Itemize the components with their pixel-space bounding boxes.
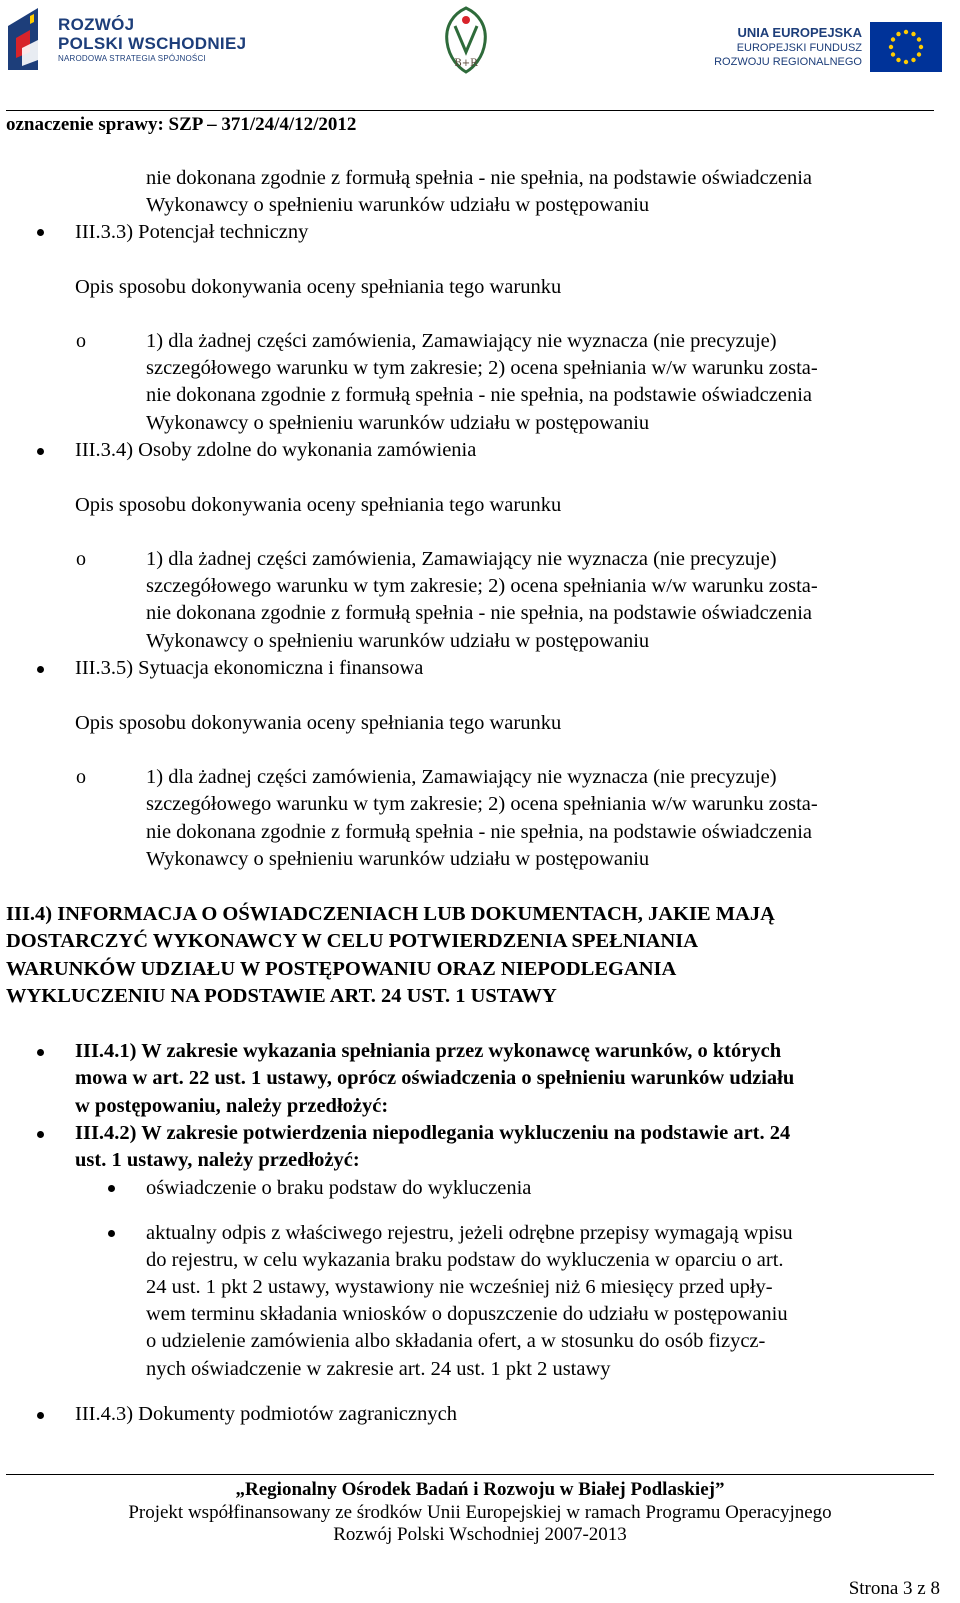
subsection-line: III.4.3) Dokumenty podmiotów zagranicznych: [75, 1403, 457, 1425]
eu-star-icon: [896, 58, 900, 62]
item-line: 1) dla żadnej części zamówienia, Zamawiający nie wyznacza (nie precyzuje): [146, 330, 777, 352]
bullet-icon: [37, 666, 44, 673]
continuation-line: nie dokonana zgodnie z formułą spełnia - nie spełnia, na podstawie oświadczenia: [146, 167, 813, 189]
eu-star-icon: [891, 52, 895, 56]
item-line: Wykonawcy o spełnieniu warunków udziału w postępowaniu: [146, 412, 650, 434]
eu-flag-icon: [870, 22, 942, 72]
continuation-line: Wykonawcy o spełnieniu warunków udziału w postępowaniu: [146, 194, 650, 216]
eu-star-icon: [911, 58, 915, 62]
section-title: III.3.3) Potencjał techniczny: [75, 221, 309, 243]
list-item-line: aktualny odpis z właściwego rejestru, jeżeli odrębne przepisy wymagają wpisu: [146, 1222, 793, 1244]
header-divider: [6, 110, 934, 111]
item-line: 1) dla żadnej części zamówienia, Zamawiający nie wyznacza (nie precyzuje): [146, 766, 777, 788]
eu-star-icon: [904, 30, 908, 34]
item-line: Wykonawcy o spełnieniu warunków udziału w postępowaniu: [146, 630, 650, 652]
footer-cofinancing: Projekt współfinansowany ze środków Unii Europejskiej w ramach Programu Operacyjnego: [128, 1502, 832, 1523]
circle-bullet-icon: o: [76, 766, 86, 788]
subsection-line: III.4.2) W zakresie potwierdzenia niepodlegania wykluczeniu na podstawie art. 24: [75, 1122, 791, 1144]
bullet-icon: [108, 1230, 115, 1237]
eu-text-line2: EUROPEJSKI FUNDUSZ: [736, 42, 862, 54]
item-line: szczegółowego warunku w tym zakresie; 2) ocena spełniania w/w warunku zosta-: [146, 793, 818, 815]
item-line: szczegółowego warunku w tym zakresie; 2) ocena spełniania w/w warunku zosta-: [146, 575, 818, 597]
bullet-icon: [37, 1049, 44, 1056]
section-title: III.3.5) Sytuacja ekonomiczna i finansowa: [75, 657, 424, 679]
footer-divider: [6, 1474, 934, 1475]
list-item-line: wem terminu składania wniosków o dopuszczenie do udziału w postępowaniu: [146, 1303, 788, 1325]
eu-star-icon: [896, 32, 900, 36]
bullet-icon: [37, 1131, 44, 1138]
circle-bullet-icon: o: [76, 548, 86, 570]
footer-project-name: „Regionalny Ośrodek Badań i Rozwoju w Białej Podlaskiej”: [235, 1479, 725, 1500]
page-header: [0, 0, 960, 135]
eu-text-line1: UNIA EUROPEJSKA: [737, 25, 862, 40]
item-line: 1) dla żadnej części zamówienia, Zamawiający nie wyznacza (nie precyzuje): [146, 548, 777, 570]
bullet-icon: [37, 229, 44, 236]
section-title: III.3.4) Osoby zdolne do wykonania zamówienia: [75, 439, 477, 461]
item-line: nie dokonana zgodnie z formułą spełnia - nie spełnia, na podstawie oświadczenia: [146, 821, 813, 843]
eu-fund-logo: [714, 22, 942, 72]
opis-heading: Opis sposobu dokonywania oceny spełniania tego warunku: [75, 712, 562, 734]
list-item-line: 24 ust. 1 pkt 2 ustawy, wystawiony nie wcześniej niż 6 miesięcy przed upły-: [146, 1276, 773, 1298]
eu-star-icon: [911, 32, 915, 36]
item-line: Wykonawcy o spełnieniu warunków udziału w postępowaniu: [146, 848, 650, 870]
section-heading: III.4) INFORMACJA O OŚWIADCZENIACH LUB DOKUMENTACH, JAKIE MAJĄ: [6, 903, 775, 925]
bullet-icon: [108, 1185, 115, 1192]
case-reference: oznaczenie sprawy: SZP – 371/24/4/12/2012: [6, 114, 357, 135]
eu-star-icon: [917, 37, 921, 41]
logo-text-line3: NARODOWA STRATEGIA SPÓJNOŚCI: [58, 53, 206, 63]
rozwoj-polski-wschodniej-logo: [8, 8, 246, 70]
list-item-line: do rejestru, w celu wykazania braku podstaw do wykluczenia w oparciu o art.: [146, 1249, 784, 1271]
eu-star-icon: [917, 52, 921, 56]
subsection-line: ust. 1 ustawy, należy przedłożyć:: [75, 1149, 360, 1171]
opis-heading: Opis sposobu dokonywania oceny spełniania tego warunku: [75, 494, 562, 516]
subsection-line: w postępowaniu, należy przedłożyć:: [75, 1095, 389, 1117]
bullet-icon: [37, 448, 44, 455]
eu-star-icon: [904, 60, 908, 64]
bullet-icon: [37, 1412, 44, 1419]
svg-text:B+R: B+R: [454, 58, 478, 69]
subsection-line: III.4.1) W zakresie wykazania spełniania przez wykonawcę warunków, o których: [75, 1040, 782, 1062]
section-heading: WYKLUCZENIU NA PODSTAWIE ART. 24 UST. 1 USTAWY: [6, 985, 557, 1007]
page-number: Strona 3 z 8: [848, 1578, 940, 1599]
eu-star-icon: [889, 45, 893, 49]
eu-star-icon: [919, 45, 923, 49]
item-line: szczegółowego warunku w tym zakresie; 2) ocena spełniania w/w warunku zosta-: [146, 357, 818, 379]
rpw-emblem-icon: [8, 8, 50, 70]
circle-bullet-icon: o: [76, 330, 86, 352]
eu-text-line3: ROZWOJU REGIONALNEGO: [714, 56, 862, 68]
section-heading: WARUNKÓW UDZIAŁU W POSTĘPOWANIU ORAZ NIEPODLEGANIA: [6, 958, 677, 980]
section-heading: DOSTARCZYĆ WYKONAWCY W CELU POTWIERDZENIA SPEŁNIANIA: [6, 930, 698, 952]
logo-text-line1: ROZWÓJ: [58, 14, 135, 34]
list-item-line: o udzielenie zamówienia albo składania ofert, a w stosunku do osób fizycz-: [146, 1330, 766, 1352]
logo-text-line2: POLSKI WSCHODNIEJ: [58, 33, 247, 53]
list-item: oświadczenie o braku podstaw do wykluczenia: [146, 1177, 532, 1199]
item-line: nie dokonana zgodnie z formułą spełnia - nie spełnia, na podstawie oświadczenia: [146, 602, 813, 624]
institution-emblem-icon: [435, 4, 497, 76]
subsection-line: mowa w art. 22 ust. 1 ustawy, oprócz oświadczenia o spełnieniu warunków udziału: [75, 1067, 795, 1089]
list-item-line: nych oświadczenie w zakresie art. 24 ust. 1 pkt 2 ustawy: [146, 1358, 611, 1380]
item-line: nie dokonana zgodnie z formułą spełnia - nie spełnia, na podstawie oświadczenia: [146, 384, 813, 406]
opis-heading: Opis sposobu dokonywania oceny spełniania tego warunku: [75, 276, 562, 298]
footer-program: Rozwój Polski Wschodniej 2007-2013: [333, 1524, 627, 1545]
eu-star-icon: [891, 37, 895, 41]
